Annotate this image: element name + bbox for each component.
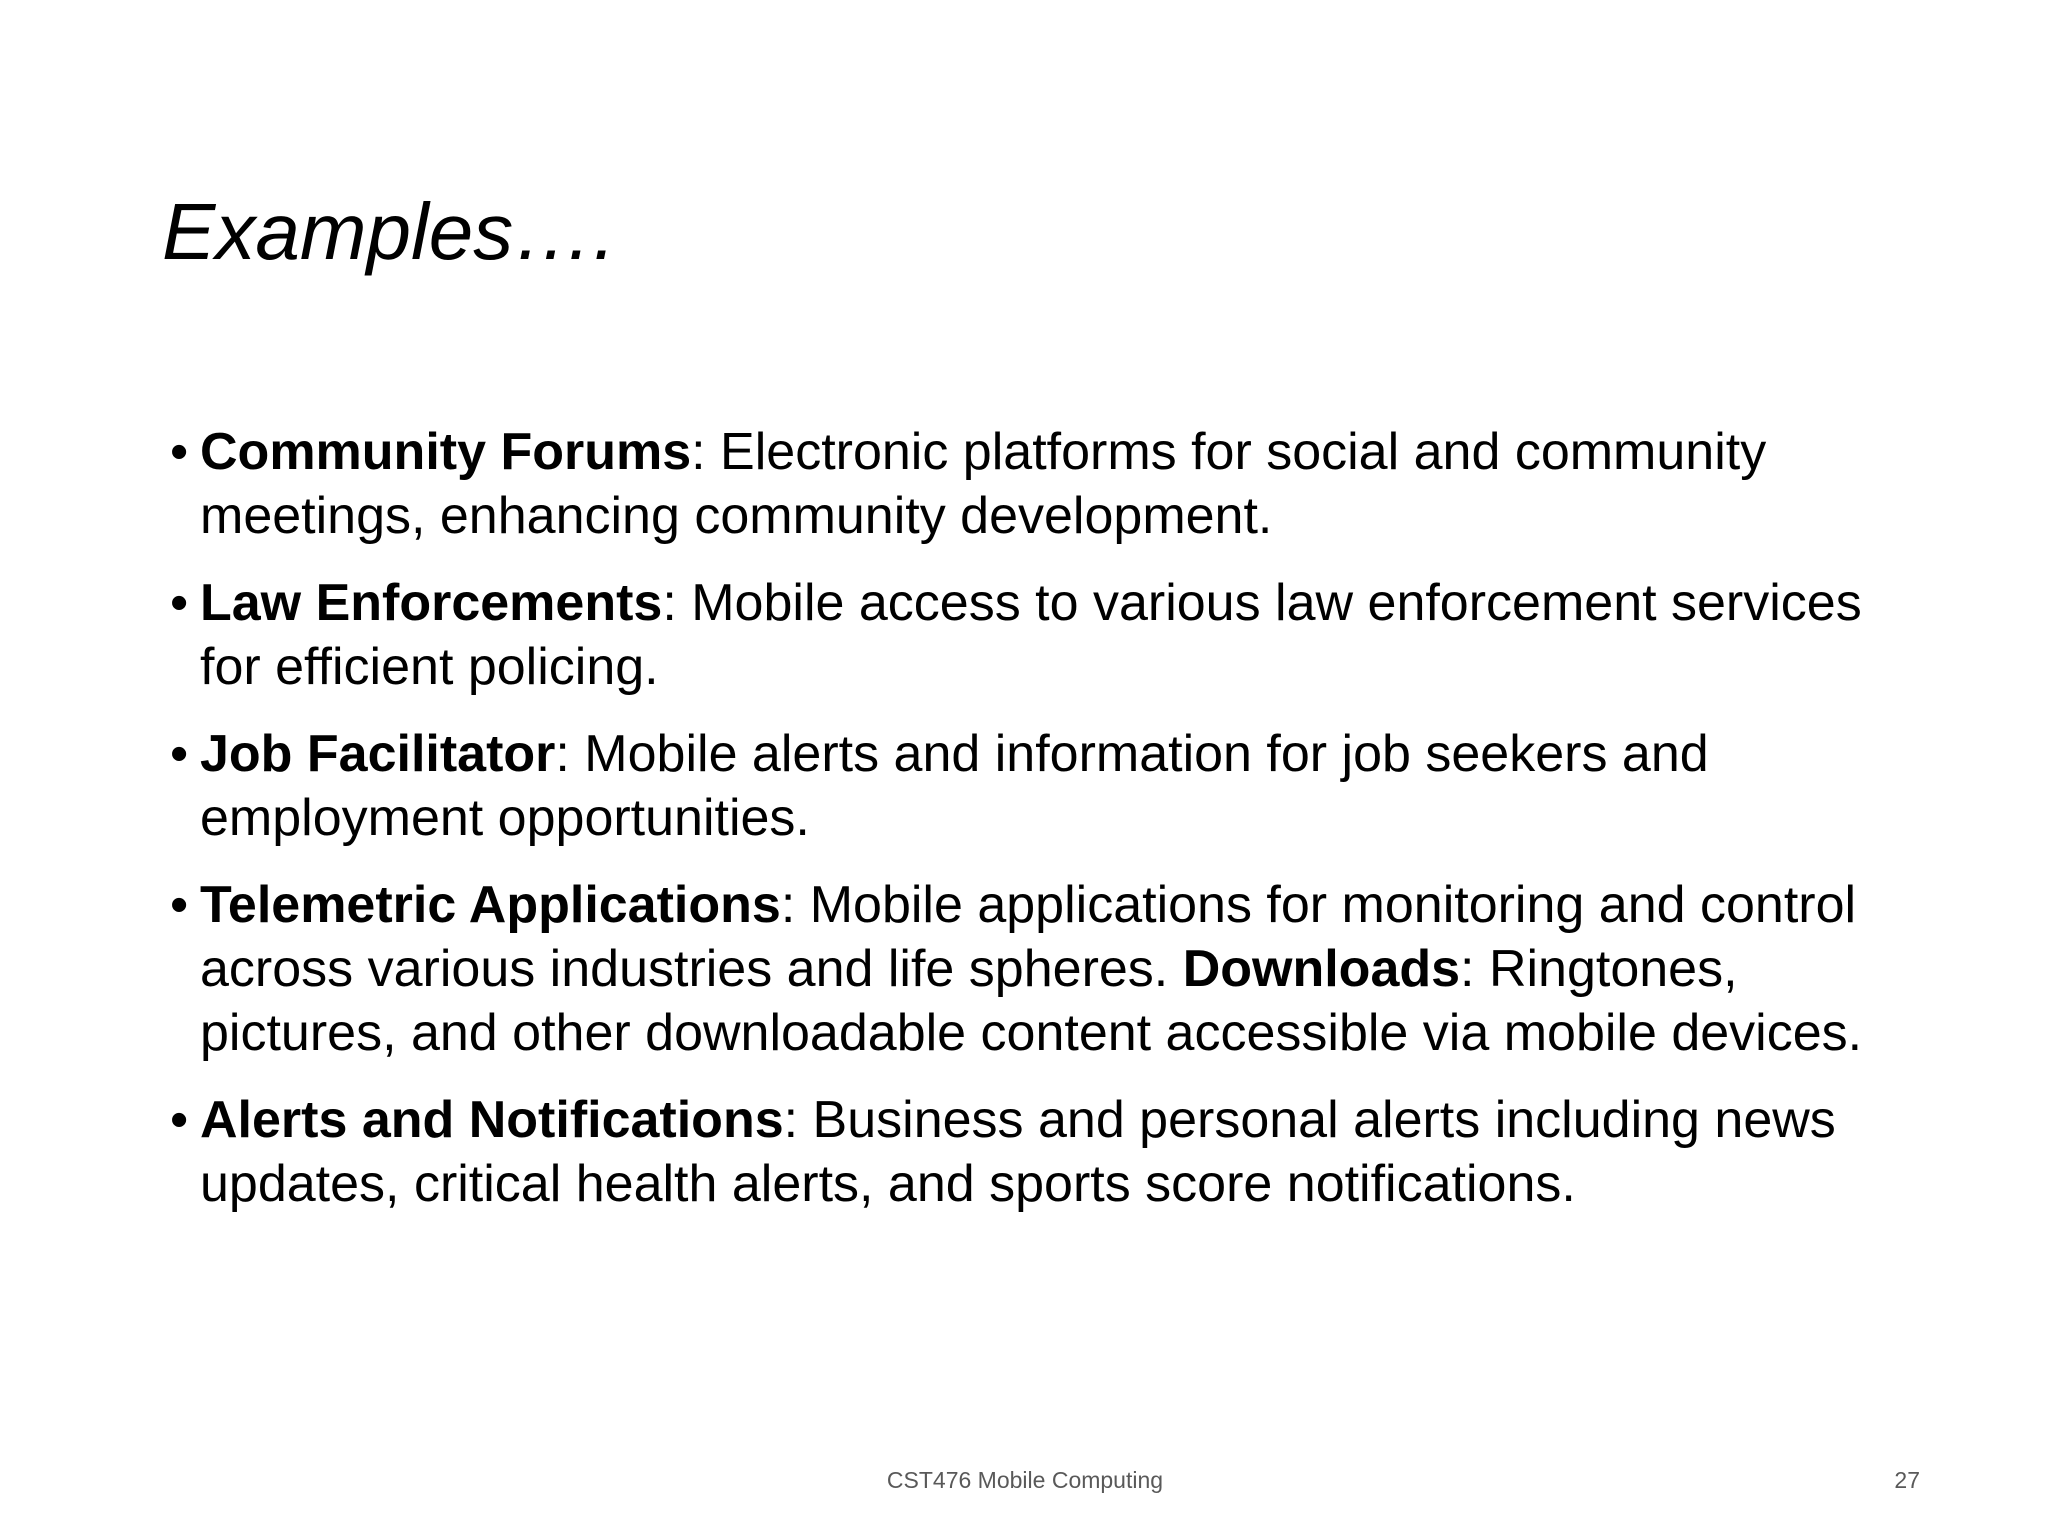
bullet-text: : Mobile applications for monitoring and control across various industries and life spheres. bbox=[200, 876, 1857, 998]
list-item bbox=[170, 873, 1930, 1065]
bullet-term: Telemetric Applications bbox=[200, 876, 781, 934]
bullet-icon: • bbox=[170, 574, 189, 632]
bullet-text: : Mobile alerts and information for job seekers and employment opportunities. bbox=[200, 725, 1709, 847]
list-item bbox=[170, 571, 1930, 699]
bullet-text: : Mobile access to various law enforcement services for efficient policing. bbox=[200, 574, 1862, 696]
bullet-term-secondary: Downloads bbox=[1182, 940, 1461, 998]
bullet-text: : Business and personal alerts including news updates, critical health alerts, and sports score notifications. bbox=[200, 1091, 1836, 1213]
list-item bbox=[170, 1088, 1930, 1216]
bullet-text-secondary: : Ringtones, pictures, and other downloadable content accessible via mobile devices. bbox=[200, 940, 1863, 1062]
bullet-text: : Electronic platforms for social and community meetings, enhancing community development. bbox=[200, 423, 1767, 545]
bullet-icon: • bbox=[170, 423, 189, 481]
footer-course-label: CST476 Mobile Computing bbox=[886, 1467, 1164, 1493]
bullet-icon: • bbox=[170, 876, 189, 934]
bullet-list bbox=[170, 420, 1930, 1239]
list-item bbox=[170, 722, 1930, 850]
bullet-icon: • bbox=[170, 1091, 189, 1149]
list-item bbox=[170, 420, 1930, 548]
slide-title: Examples…. bbox=[162, 187, 616, 276]
bullet-term: Community Forums bbox=[200, 423, 692, 481]
bullet-term: Alerts and Notifications bbox=[200, 1091, 784, 1149]
bullet-term: Law Enforcements bbox=[200, 574, 663, 632]
bullet-term: Job Facilitator bbox=[200, 725, 556, 783]
page-number: 27 bbox=[1894, 1467, 1920, 1493]
bullet-icon: • bbox=[170, 725, 189, 783]
